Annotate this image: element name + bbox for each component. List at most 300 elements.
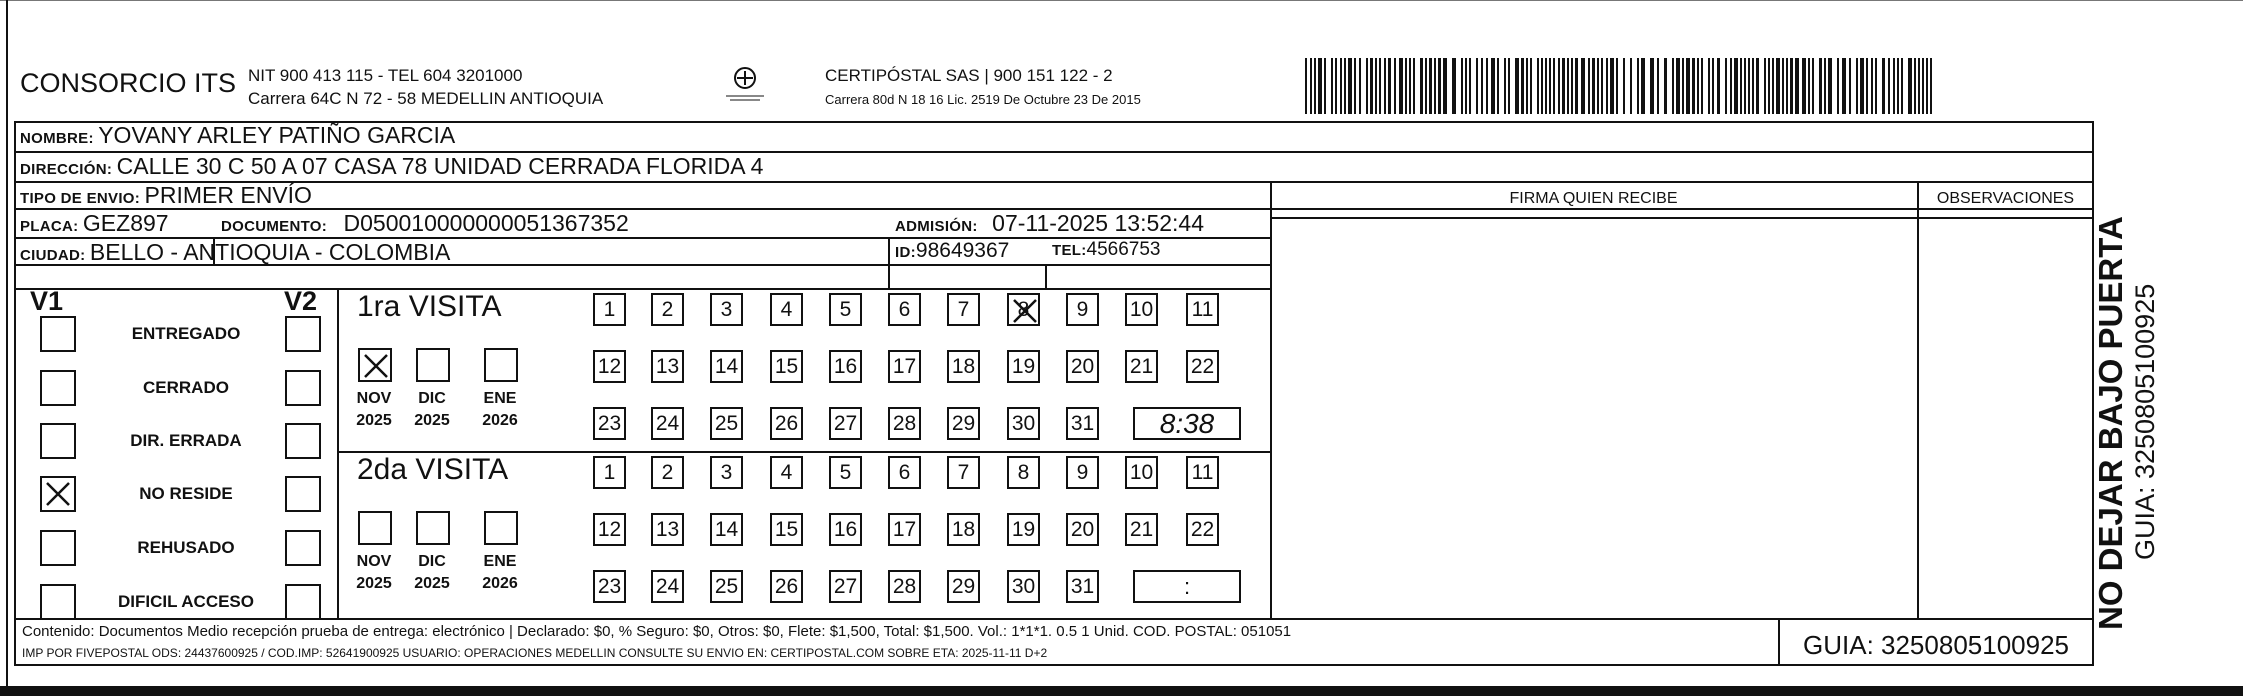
day-box[interactable] [947, 513, 980, 546]
barcode-bar [1530, 58, 1532, 114]
day-box[interactable] [593, 570, 626, 603]
id-row [895, 239, 1009, 263]
month-checkbox[interactable] [358, 348, 392, 382]
row-line [14, 181, 2094, 183]
day-number: 7 [957, 460, 970, 484]
month-label: NOV [356, 390, 392, 407]
day-box[interactable] [947, 350, 980, 383]
barcode-bar [1526, 58, 1528, 114]
barcode-bar [1701, 58, 1703, 114]
day-number: 7 [957, 297, 970, 321]
day-box[interactable] [888, 456, 921, 489]
day-box[interactable] [770, 570, 803, 603]
guia-box: GUIA: 3250805100925 [1803, 630, 2069, 660]
barcode-bar [1893, 58, 1895, 114]
admision-label: ADMISIÓN: [895, 218, 978, 235]
barcode-bar [1592, 58, 1595, 114]
day-number: 20 [1070, 517, 1095, 541]
v1-checkbox[interactable] [40, 423, 76, 459]
barcode-bar [1314, 58, 1316, 114]
month-year: 2025 [414, 575, 450, 592]
day-box[interactable] [829, 350, 862, 383]
day-box[interactable] [770, 456, 803, 489]
day-number: 24 [655, 574, 680, 598]
bottom-bar [0, 686, 2243, 696]
barcode-bar [1772, 58, 1774, 114]
top-edge-line [0, 0, 2243, 1]
month-label: DIC [418, 390, 446, 407]
barcode-bar [1384, 58, 1386, 114]
day-box[interactable] [888, 513, 921, 546]
day-box[interactable] [829, 407, 862, 440]
barcode-bar [1692, 58, 1695, 114]
barcode-bar [1318, 58, 1322, 114]
month-label: DIC [418, 553, 446, 570]
barcode-bar [1795, 58, 1799, 114]
day-box[interactable] [1066, 513, 1099, 546]
day-number: 25 [714, 411, 739, 435]
day-box[interactable] [947, 407, 980, 440]
barcode-bar [1734, 58, 1738, 114]
day-number: 21 [1129, 354, 1154, 378]
side-guia: GUIA: 3250805100925 [2130, 283, 2160, 560]
day-number: 30 [1011, 411, 1036, 435]
v2-checkbox[interactable] [285, 530, 321, 566]
day-number: 12 [597, 354, 622, 378]
day-number: 29 [951, 411, 976, 435]
barcode-bar [1359, 58, 1361, 114]
v2-label: V2 [284, 286, 318, 316]
barcode-bar [1657, 58, 1659, 114]
v1-label: V1 [30, 286, 64, 316]
barcode-bar [1875, 58, 1877, 114]
visit-title: 1ra VISITA [357, 290, 502, 323]
barcode-bar [1623, 58, 1625, 114]
day-box[interactable] [1186, 513, 1219, 546]
day-box[interactable] [1125, 293, 1158, 326]
barcode-bar [1394, 58, 1396, 114]
v2-checkbox[interactable] [285, 584, 321, 620]
day-number: 23 [597, 411, 622, 435]
barcode-bar [1802, 58, 1806, 114]
barcode-bar [1399, 58, 1403, 114]
day-number: 16 [833, 517, 858, 541]
barcode-bar [1686, 58, 1690, 114]
day-number: 31 [1070, 411, 1095, 435]
month-checkbox[interactable] [358, 511, 392, 545]
tipo-envio-row [20, 182, 312, 209]
day-box[interactable] [651, 513, 684, 546]
barcode-bar [1370, 58, 1373, 114]
row-line [14, 288, 1270, 290]
barcode-bar [1443, 58, 1447, 114]
barcode-bar [1672, 58, 1674, 114]
barcode-bar [1508, 58, 1510, 114]
day-box[interactable] [1066, 293, 1099, 326]
day-box[interactable] [770, 350, 803, 383]
day-box[interactable] [1007, 513, 1040, 546]
barcode-bar [1849, 58, 1851, 114]
visit-title: 2da VISITA [357, 453, 509, 486]
barcode-bar [1606, 58, 1608, 114]
day-box[interactable] [770, 407, 803, 440]
day-number: 11 [1191, 297, 1214, 321]
barcode-bar [1545, 58, 1547, 114]
day-number: 24 [655, 411, 680, 435]
day-number: 21 [1129, 517, 1154, 541]
barcode-bar [1725, 58, 1727, 114]
day-box[interactable] [888, 350, 921, 383]
barcode-bar [1842, 58, 1846, 114]
day-number: 19 [1011, 354, 1036, 378]
tipo-envio-value: PRIMER ENVÍO [144, 182, 312, 208]
day-box[interactable] [888, 407, 921, 440]
day-box[interactable] [1125, 350, 1158, 383]
barcode-bar [1786, 58, 1788, 114]
month-year: 2025 [414, 412, 450, 429]
day-number: 18 [951, 354, 976, 378]
day-box[interactable] [1007, 570, 1040, 603]
barcode-bar [1340, 58, 1342, 114]
barcode-bar [1588, 58, 1590, 114]
barcode-bar [1567, 58, 1569, 114]
barcode-bar [1812, 58, 1814, 114]
barcode-bar [1630, 58, 1632, 114]
barcode-bar [1476, 58, 1478, 114]
tel-value: 4566753 [1086, 239, 1161, 260]
day-box[interactable] [710, 570, 743, 603]
barcode-bar [1331, 58, 1333, 114]
barcode-bar [1856, 58, 1858, 114]
barcode-bar [1429, 58, 1432, 114]
day-number: 17 [892, 354, 917, 378]
day-number: 9 [1076, 460, 1089, 484]
barcode-bar [1461, 58, 1463, 114]
v2-checkbox[interactable] [285, 476, 321, 512]
day-box[interactable] [947, 293, 980, 326]
barcode-bar [1930, 58, 1932, 114]
day-number: 6 [898, 460, 911, 484]
barcode-bar [1866, 58, 1868, 114]
day-box[interactable] [593, 350, 626, 383]
day-number: 25 [714, 574, 739, 598]
company-name: CONSORCIO ITS [20, 68, 237, 98]
day-box[interactable] [829, 570, 862, 603]
nombre-row [20, 122, 455, 149]
day-number: 14 [714, 354, 739, 378]
barcode-bar [1335, 58, 1337, 114]
time-box[interactable]: : [1133, 570, 1241, 603]
barcode-bar [1901, 58, 1903, 114]
day-box[interactable] [1066, 407, 1099, 440]
barcode-bar [1730, 58, 1732, 114]
x-mark-icon [1011, 297, 1039, 325]
time-box[interactable]: 8:38 [1133, 407, 1241, 440]
imp-line: IMP POR FIVEPOSTAL ODS: 24437600925 / COD.IMP: 52641900925 USUARIO: OPERACIONES MEDELLIN CONSULTE SU ENVIO EN: CERTIPOSTAL.COM SOBRE ETA: 2025-11-11 D+2 [22, 646, 1048, 660]
barcode-bar [1469, 58, 1471, 114]
day-box[interactable] [888, 570, 921, 603]
month-year: 2026 [482, 412, 518, 429]
day-box[interactable] [593, 456, 626, 489]
barcode-bar [1650, 58, 1654, 114]
day-box[interactable] [829, 513, 862, 546]
status-label: CERRADO [143, 378, 229, 397]
barcode-bar [1601, 58, 1603, 114]
day-number: 18 [951, 517, 976, 541]
day-number: 10 [1129, 297, 1154, 321]
barcode-bar [1790, 58, 1793, 114]
day-box[interactable] [1066, 350, 1099, 383]
placa-label: PLACA: [20, 218, 79, 235]
month-label: ENE [483, 390, 517, 407]
ciudad-label: CIUDAD: [20, 247, 86, 264]
tipo-envio-label: TIPO DE ENVIO: [20, 190, 141, 207]
day-number: 13 [655, 354, 680, 378]
barcode-bar [1682, 58, 1684, 114]
day-number: 4 [780, 460, 793, 484]
status-label: REHUSADO [137, 538, 235, 557]
day-box[interactable] [1066, 456, 1099, 489]
barcode-bar [1708, 58, 1710, 114]
nombre-value: YOVANY ARLEY PATIÑO GARCIA [98, 122, 456, 148]
status-label: DIR. ERRADA [130, 431, 242, 450]
barcode [1305, 58, 1937, 114]
x-mark-icon [362, 352, 390, 380]
documento-label: DOCUMENTO: [221, 218, 328, 235]
month-checkbox[interactable] [416, 511, 450, 545]
month-label: NOV [356, 553, 392, 570]
day-number: 17 [892, 517, 917, 541]
day-number: 28 [892, 411, 917, 435]
day-number: 15 [774, 517, 799, 541]
day-box[interactable] [1007, 407, 1040, 440]
day-box[interactable] [710, 350, 743, 383]
day-number: 1 [603, 297, 616, 321]
month-year: 2025 [356, 575, 392, 592]
day-box[interactable] [829, 456, 862, 489]
day-box[interactable] [710, 513, 743, 546]
barcode-bar [1808, 58, 1810, 114]
day-box[interactable] [947, 570, 980, 603]
day-number: 22 [1190, 517, 1215, 541]
day-box[interactable] [710, 456, 743, 489]
tel-label: TEL: [1052, 242, 1087, 259]
day-box[interactable] [1007, 350, 1040, 383]
status-label: ENTREGADO [131, 324, 241, 343]
day-number: 15 [774, 354, 799, 378]
barcode-bar [1305, 58, 1307, 114]
barcode-bar [1740, 58, 1742, 114]
barcode-bar [1744, 58, 1746, 114]
ciudad-row [20, 239, 450, 266]
barcode-bar [1481, 58, 1483, 114]
day-number: 9 [1076, 297, 1089, 321]
barcode-bar [1497, 58, 1499, 114]
admision-row [895, 210, 1204, 237]
contenido-line: Contenido: Documentos Medio recepción prueba de entrega: electrónico | Declarado: $0, % Seguro: $0, Otros: $0, Flete: $1,500, Total: $1,500. Vol.: 1*1*1. 0.5 1 Unid. COD. POSTAL: 051051 [22, 623, 1292, 640]
company-address: Carrera 64C N 72 - 58 MEDELLIN ANTIOQUIA [248, 89, 604, 108]
day-box[interactable] [888, 293, 921, 326]
barcode-bar [1637, 58, 1639, 114]
barcode-bar [1918, 58, 1920, 114]
barcode-bar [1348, 58, 1352, 114]
barcode-bar [1756, 58, 1759, 114]
day-box[interactable] [593, 407, 626, 440]
divider [337, 288, 339, 618]
day-box[interactable] [651, 570, 684, 603]
barcode-bar [1515, 58, 1519, 114]
barcode-bar [1819, 58, 1822, 114]
divider [1270, 181, 1272, 618]
id-label: ID: [895, 244, 916, 261]
no-dejar-warning: NO DEJAR BAJO PUERTA [2092, 216, 2129, 630]
barcode-bar [1504, 58, 1506, 114]
outer-left-edge [6, 0, 8, 690]
barcode-bar [1860, 58, 1864, 114]
day-number: 10 [1129, 460, 1154, 484]
month-checkbox[interactable] [484, 511, 518, 545]
barcode-bar [1828, 58, 1832, 114]
barcode-bar [1782, 58, 1784, 114]
day-number: 4 [780, 297, 793, 321]
day-box[interactable] [1186, 350, 1219, 383]
month-checkbox[interactable] [484, 348, 518, 382]
day-box[interactable] [651, 293, 684, 326]
id-value: 98649367 [915, 239, 1010, 262]
day-box[interactable] [651, 407, 684, 440]
day-number: 5 [839, 460, 852, 484]
barcode-bar [1541, 58, 1543, 114]
day-box[interactable] [770, 293, 803, 326]
barcode-bar [1888, 58, 1890, 114]
barcode-bar [1837, 58, 1839, 114]
day-number: 2 [661, 297, 674, 321]
day-box[interactable] [593, 293, 626, 326]
v1-checkbox[interactable] [40, 316, 76, 352]
row-line [14, 618, 2094, 620]
day-number: 19 [1011, 517, 1036, 541]
day-box[interactable] [593, 513, 626, 546]
barcode-bar [1922, 58, 1924, 114]
barcode-bar [1581, 58, 1585, 114]
barcode-bar [1641, 58, 1645, 114]
day-box[interactable] [829, 293, 862, 326]
divider [1045, 264, 1047, 288]
direccion-value: CALLE 30 C 50 A 07 CASA 78 UNIDAD CERRADA FLORIDA 4 [116, 153, 764, 179]
barcode-bar [1871, 58, 1873, 114]
day-box[interactable] [770, 513, 803, 546]
barcode-bar [1597, 58, 1599, 114]
v1-checkbox[interactable] [40, 584, 76, 620]
day-number: 14 [714, 517, 739, 541]
barcode-bar [1776, 58, 1780, 114]
barcode-bar [1610, 58, 1614, 114]
barcode-bar [1465, 58, 1467, 114]
day-number: 23 [597, 574, 622, 598]
barcode-bar [1413, 58, 1415, 114]
day-box[interactable] [1125, 456, 1158, 489]
tel-row [1052, 239, 1161, 261]
barcode-bar [1712, 58, 1714, 114]
day-box[interactable] [651, 456, 684, 489]
month-label: ENE [483, 553, 517, 570]
barcode-bar [1926, 58, 1928, 114]
placa-value: GEZ897 [82, 210, 169, 236]
day-box[interactable] [1186, 456, 1219, 489]
day-number: 27 [833, 574, 858, 598]
barcode-bar [1768, 58, 1770, 114]
v2-checkbox[interactable] [285, 316, 321, 352]
day-box[interactable] [1007, 456, 1040, 489]
barcode-bar [1752, 58, 1754, 114]
month-year: 2025 [356, 412, 392, 429]
direccion-label: DIRECCIÓN: [20, 161, 113, 178]
barcode-bar [1344, 58, 1346, 114]
certipostal-logo [722, 62, 768, 104]
barcode-bar [1452, 58, 1456, 114]
v1-checkbox[interactable] [40, 530, 76, 566]
day-box[interactable] [651, 350, 684, 383]
day-box[interactable] [710, 293, 743, 326]
divider [888, 237, 890, 288]
direccion-row [20, 153, 763, 180]
v2-checkbox[interactable] [285, 423, 321, 459]
day-box[interactable] [1007, 293, 1040, 326]
barcode-bar [1562, 58, 1565, 114]
day-box[interactable] [1186, 293, 1219, 326]
day-box[interactable] [947, 456, 980, 489]
day-box[interactable] [710, 407, 743, 440]
barcode-bar [1908, 58, 1912, 114]
barcode-bar [1491, 58, 1495, 114]
v1-checkbox[interactable] [40, 370, 76, 406]
day-number: 26 [774, 411, 799, 435]
day-box[interactable] [1125, 513, 1158, 546]
row-line [1270, 217, 2094, 219]
barcode-bar [1388, 58, 1391, 114]
barcode-bar [1558, 58, 1560, 114]
day-number: 6 [898, 297, 911, 321]
barcode-bar [1676, 58, 1680, 114]
day-number: 28 [892, 574, 917, 598]
day-number: 11 [1191, 460, 1214, 484]
documento-value: D050010000000051367352 [343, 210, 629, 236]
day-number: 3 [720, 297, 733, 321]
day-box[interactable] [1066, 570, 1099, 603]
day-number: 5 [839, 297, 852, 321]
barcode-bar [1425, 58, 1427, 114]
barcode-bar [1571, 58, 1573, 114]
month-checkbox[interactable] [416, 348, 450, 382]
day-number: 29 [951, 574, 976, 598]
carrier-name: CERTIPÓSTAL SAS | 900 151 122 - 2 [825, 66, 1113, 85]
barcode-bar [1697, 58, 1699, 114]
day-number: 30 [1011, 574, 1036, 598]
placa-row [20, 210, 169, 237]
ciudad-value: BELLO - ANTIOQUIA - COLOMBIA [89, 239, 451, 265]
v2-checkbox[interactable] [285, 370, 321, 406]
barcode-bar [1324, 58, 1326, 114]
carrier-license: Carrera 80d N 18 16 Lic. 2519 De Octubre 23 De 2015 [825, 92, 1141, 107]
status-label: NO RESIDE [139, 484, 233, 503]
month-year: 2026 [482, 575, 518, 592]
day-number: 13 [655, 517, 680, 541]
v1-checkbox[interactable] [40, 476, 76, 512]
barcode-bar [1717, 58, 1720, 114]
barcode-bar [1664, 58, 1667, 114]
day-number: 8 [1017, 297, 1030, 321]
firma-header: FIRMA QUIEN RECIBE [1509, 190, 1678, 207]
